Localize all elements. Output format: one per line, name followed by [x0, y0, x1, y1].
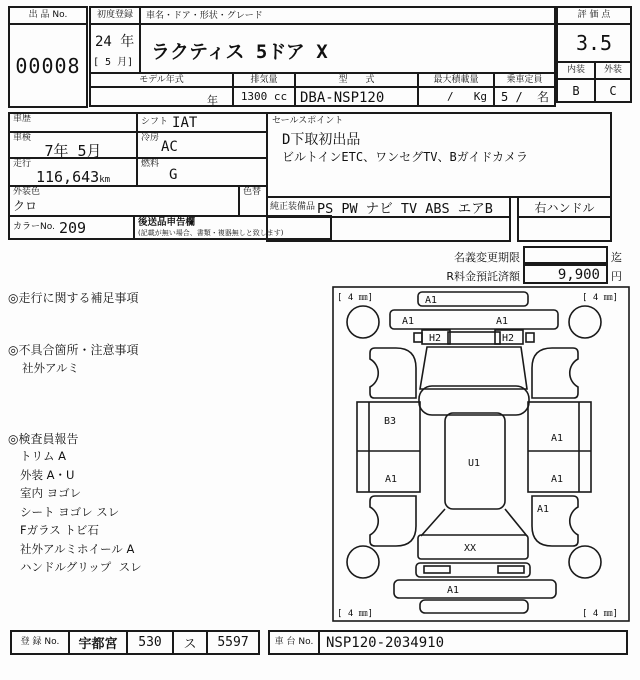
inspector-item: 社外アルミホイール A [20, 541, 135, 556]
hood-panel [390, 310, 558, 329]
tire-depth-front-left: [ 4 ㎜] [337, 293, 374, 303]
equipment-extra-cell [266, 216, 511, 242]
model-code-value: DBA-NSP120 [294, 86, 419, 107]
recycle-fee-value: 9,900 [523, 264, 608, 284]
car-name-header: 車名・ドア・形状・グレード [139, 6, 556, 25]
mark-headlight-left: H2 [429, 333, 442, 344]
exterior-grade: C [594, 78, 632, 103]
color-change-label: 色替 [243, 187, 262, 197]
chassis-no-value: NSP120-2034910 [318, 630, 628, 655]
registration-number: 5597 [206, 630, 260, 655]
mileage-value: 116,643 [35, 168, 100, 186]
auction-no-value: 00008 [8, 23, 88, 108]
capacity-unit: 名 [536, 90, 549, 104]
exterior-header: 外装 [594, 61, 632, 80]
tire-depth-front-right: [ 4 ㎜] [582, 293, 619, 303]
displacement-header: 排気量 [232, 72, 296, 88]
mark-rear-panel: XX [464, 543, 477, 554]
inspector-item: 室内 ヨゴレ [20, 486, 82, 500]
later-items-label: 後送品申告欄 [138, 217, 196, 228]
mileage-notes-title: ◎走行に関する補足事項 [8, 291, 139, 305]
first-registration-year: 24 年 [95, 34, 135, 50]
mark-left-front-panel: B3 [384, 416, 397, 427]
shift-label: シフト [141, 117, 169, 127]
fuel-label: 燃料 [141, 159, 160, 169]
mileage-label: 走行 [13, 159, 32, 169]
score-value: 3.5 [556, 23, 632, 63]
rear-bumper-lower [420, 600, 528, 613]
equipment-value: PS PW ナビ TV ABS エアB [317, 201, 493, 217]
ac-value: AC [161, 139, 178, 155]
mark-right-door: A1 [551, 474, 564, 485]
defect-item: 社外アルミ [22, 361, 80, 375]
max-load-value: / [447, 90, 454, 103]
registration-class: 530 [126, 630, 174, 655]
mark-right-rear-quarter: A1 [537, 504, 550, 515]
ac-label: 冷房 [141, 133, 160, 143]
rear-window-frame [421, 509, 527, 536]
headlight-cap-left [414, 333, 422, 342]
front-right-wheel [569, 306, 601, 338]
mark-right-front-panel: A1 [551, 433, 564, 444]
auction-no-header: 出 品 No. [8, 6, 88, 25]
model-year-header: モデル年式 [89, 72, 234, 88]
later-items-note: (記載が無い場合、書類・複器無しと致します) [138, 228, 284, 237]
taillight-bar [416, 563, 530, 577]
rear-left-wheel [347, 546, 379, 578]
mark-hood-right: A1 [496, 316, 509, 327]
registration-area: 宇都宮 [68, 630, 128, 655]
score-header: 評 価 点 [556, 6, 632, 25]
first-registration-month: [ 5 月] [93, 57, 134, 68]
name-change-label: 名義変更期限 [454, 251, 520, 264]
interior-header: 内装 [556, 61, 596, 80]
exterior-color-label: 外装色 [13, 187, 41, 197]
equipment-label: 純正装備品 [270, 201, 316, 212]
tire-depth-rear-right: [ 4 ㎜] [582, 609, 619, 619]
diagram-border [333, 287, 629, 621]
inspector-item: ハンドルグリップ スレ [20, 560, 142, 574]
handle-position: 右ハンドル [517, 196, 612, 218]
recycle-fee-label: R料金預託済額 [446, 270, 520, 283]
mark-headlight-right: H2 [502, 333, 515, 344]
model-code-header: 型 式 [294, 72, 419, 88]
max-load-unit: Kg [473, 90, 487, 103]
inspector-report-list [20, 447, 250, 577]
vehicle-damage-diagram [332, 286, 630, 622]
model-year-value: 年 [89, 86, 234, 107]
displacement-value: 1300 cc [232, 86, 296, 107]
registration-kana: ス [172, 630, 208, 655]
taillight-left [424, 566, 450, 573]
tire-depth-rear-left: [ 4 ㎜] [337, 609, 374, 619]
history-label: 車歴 [13, 114, 32, 124]
shift-value: IAT [172, 114, 198, 131]
right-front-fender [532, 348, 578, 398]
front-left-wheel [347, 306, 379, 338]
chassis-no-header: 車 台 No. [268, 630, 320, 655]
windshield-frame [420, 347, 527, 389]
inspector-item: トリム A [20, 449, 67, 463]
interior-grade: B [556, 78, 596, 103]
capacity-value: 5 / [501, 89, 523, 104]
first-registration-header: 初度登録 [89, 6, 141, 25]
handle-extra-cell [517, 216, 612, 242]
mark-left-door: A1 [385, 474, 398, 485]
windshield [419, 386, 529, 415]
inspection-value: 7年 5月 [44, 142, 102, 160]
mark-front-bumper-upper: A1 [425, 295, 438, 306]
sales-point-line2: ビルトインETC、ワンセグTV、Bガイドカメラ [282, 150, 529, 164]
inspector-report-title: ◎検査員報告 [8, 432, 79, 446]
mark-roof: U1 [468, 458, 481, 469]
color-no-value: 209 [58, 218, 87, 237]
sales-point-line1: D下取初出品 [282, 132, 361, 148]
rear-bumper [394, 580, 556, 598]
name-change-box [523, 246, 608, 264]
inspection-label: 車検 [13, 133, 32, 143]
grille [448, 332, 500, 344]
inspector-item: Fガラス トビ石 [20, 523, 99, 537]
mileage-unit: km [99, 175, 111, 185]
exterior-color-value: クロ [13, 199, 38, 213]
mark-hood-left: A1 [402, 316, 415, 327]
max-load-header: 最大積載量 [417, 72, 495, 88]
color-no-label: カラーNo. [13, 222, 55, 232]
left-front-fender [370, 348, 416, 398]
taillight-right [498, 566, 524, 573]
inspector-item: 外装 A・U [20, 467, 75, 482]
capacity-header: 乗車定員 [493, 72, 556, 88]
headlight-cap-right [526, 333, 534, 342]
defects-title: ◎不具合箇所・注意事項 [8, 343, 139, 357]
registration-no-header: 登 録 No. [10, 630, 70, 655]
recycle-fee-suffix: 円 [611, 270, 622, 283]
mark-rear-bumper: A1 [447, 585, 460, 596]
inspector-item: シート ヨゴレ スレ [20, 504, 120, 519]
name-change-suffix: 迄 [611, 251, 622, 264]
sales-point-label: セールスポイント [272, 116, 344, 126]
fuel-value: G [169, 167, 178, 183]
left-rear-fender [370, 496, 416, 546]
rear-right-wheel [569, 546, 601, 578]
car-name-value: ラクティス 5ドア X [139, 23, 556, 74]
